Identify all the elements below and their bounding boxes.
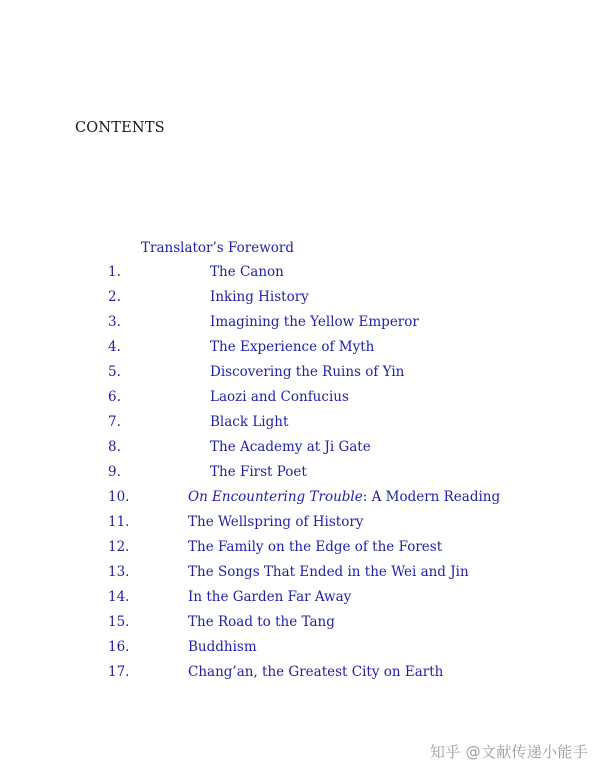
- toc-link[interactable]: The Wellspring of History: [188, 514, 364, 530]
- toc-number: 2.: [108, 289, 121, 305]
- toc-link[interactable]: The Canon: [210, 264, 284, 280]
- page-title: CONTENTS: [75, 120, 165, 136]
- toc-number: 13.: [108, 564, 130, 580]
- toc-link[interactable]: The Academy at Ji Gate: [210, 439, 371, 455]
- toc-number: 1.: [108, 264, 121, 280]
- toc-link[interactable]: Discovering the Ruins of Yin: [210, 364, 405, 380]
- toc-number: 10.: [108, 489, 130, 505]
- toc-link-foreword[interactable]: Translator’s Foreword: [141, 240, 294, 256]
- table-of-contents: [0, 264, 600, 689]
- toc-number: 7.: [108, 414, 121, 430]
- toc-link[interactable]: Laozi and Confucius: [210, 389, 349, 405]
- toc-row[interactable]: [0, 614, 600, 639]
- toc-row[interactable]: [0, 264, 600, 289]
- toc-row[interactable]: [0, 464, 600, 489]
- toc-link[interactable]: Buddhism: [188, 639, 257, 655]
- toc-row[interactable]: [0, 289, 600, 314]
- toc-link[interactable]: [188, 489, 500, 505]
- toc-link-italic-part: On Encountering Trouble: [188, 489, 363, 505]
- toc-number: 4.: [108, 339, 121, 355]
- toc-link[interactable]: In the Garden Far Away: [188, 589, 352, 605]
- toc-number: 14.: [108, 589, 130, 605]
- toc-link[interactable]: The Family on the Edge of the Forest: [188, 539, 443, 555]
- toc-number: 9.: [108, 464, 121, 480]
- toc-number: 3.: [108, 314, 121, 330]
- toc-number: 12.: [108, 539, 130, 555]
- toc-row[interactable]: [0, 364, 600, 389]
- toc-link[interactable]: The Songs That Ended in the Wei and Jin: [188, 564, 469, 580]
- toc-number: 15.: [108, 614, 130, 630]
- toc-row[interactable]: [0, 389, 600, 414]
- toc-link[interactable]: Chang’an, the Greatest City on Earth: [188, 664, 444, 680]
- toc-number: 5.: [108, 364, 121, 380]
- toc-link[interactable]: Black Light: [210, 414, 289, 430]
- toc-number: 17.: [108, 664, 130, 680]
- toc-row[interactable]: [0, 514, 600, 539]
- watermark: 知乎 @文献传递小能手: [429, 743, 588, 761]
- toc-link[interactable]: The First Poet: [210, 464, 307, 480]
- toc-row[interactable]: [0, 314, 600, 339]
- toc-number: 8.: [108, 439, 121, 455]
- toc-number: 16.: [108, 639, 130, 655]
- toc-link[interactable]: Inking History: [210, 289, 309, 305]
- toc-link[interactable]: Imagining the Yellow Emperor: [210, 314, 419, 330]
- toc-row[interactable]: [0, 539, 600, 564]
- toc-link[interactable]: The Experience of Myth: [210, 339, 375, 355]
- toc-row[interactable]: [0, 664, 600, 689]
- toc-link-rest: : A Modern Reading: [362, 489, 501, 505]
- toc-number: 11.: [108, 514, 130, 530]
- toc-row[interactable]: [0, 564, 600, 589]
- toc-link[interactable]: The Road to the Tang: [188, 614, 335, 630]
- toc-row[interactable]: [0, 639, 600, 664]
- toc-row[interactable]: [0, 414, 600, 439]
- toc-row[interactable]: [0, 439, 600, 464]
- toc-row[interactable]: [0, 339, 600, 364]
- toc-row[interactable]: [0, 489, 600, 514]
- toc-row[interactable]: [0, 589, 600, 614]
- toc-number: 6.: [108, 389, 121, 405]
